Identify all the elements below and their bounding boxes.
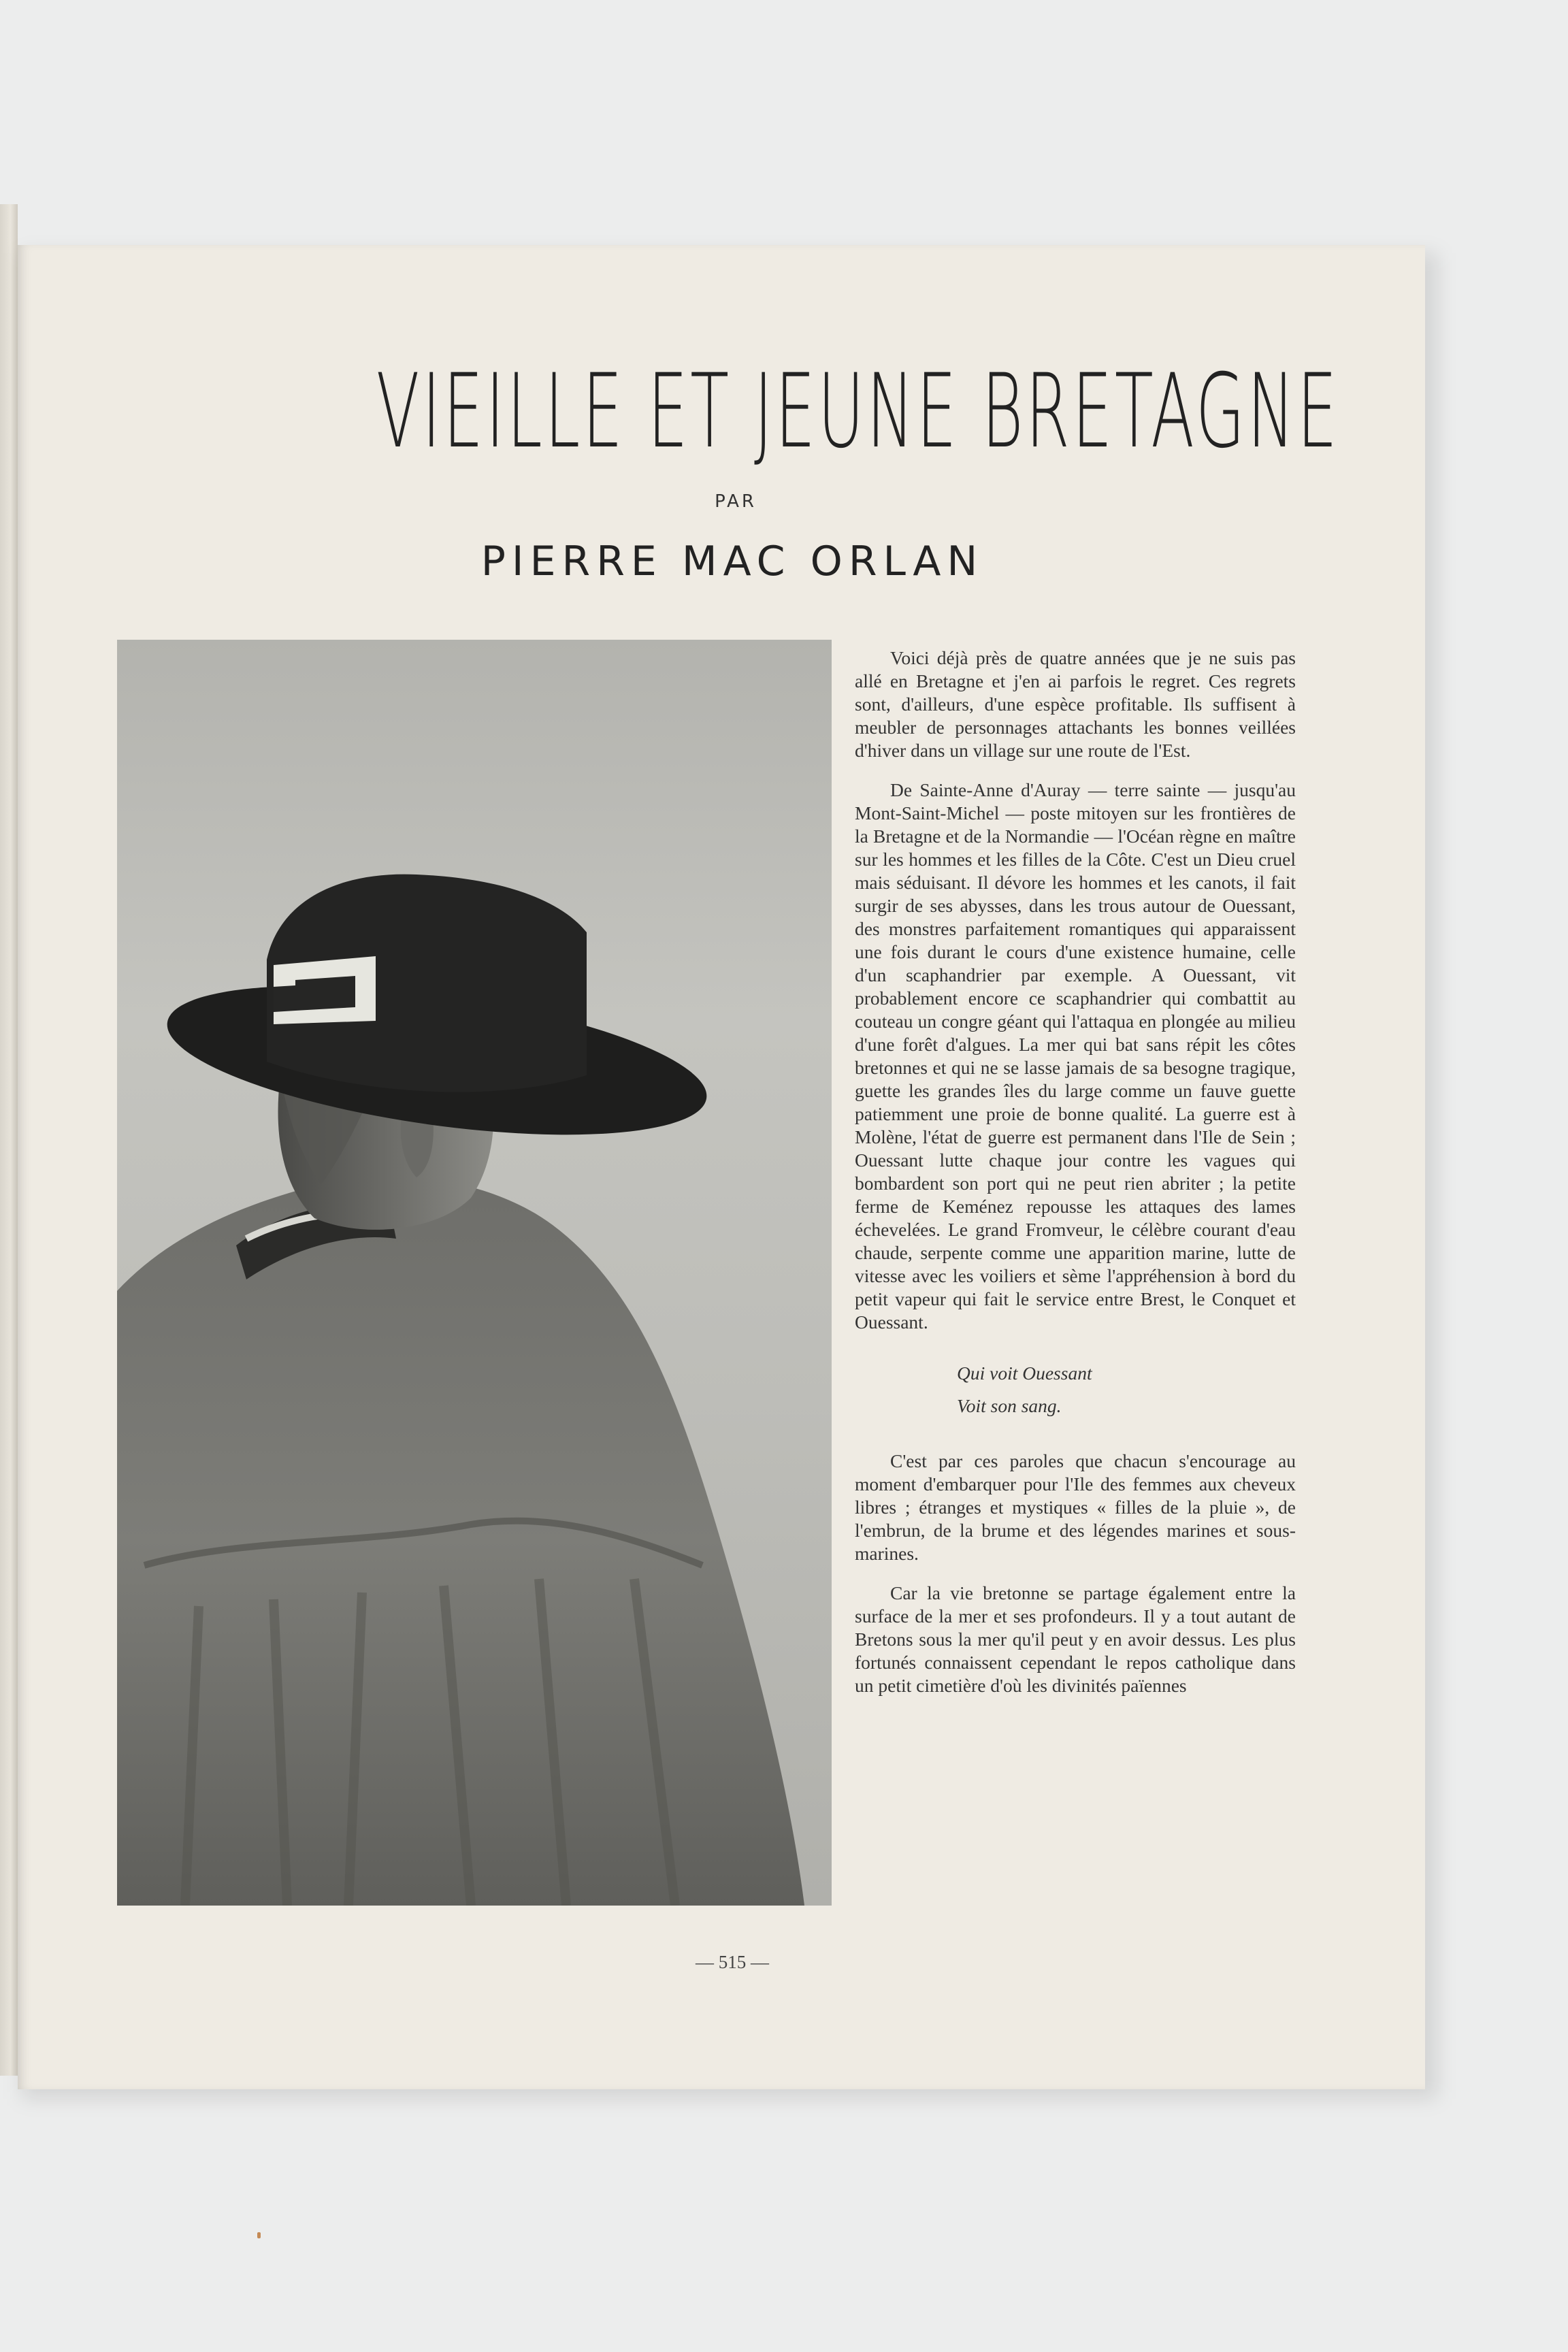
page-number: — 515 —	[696, 1952, 769, 1972]
paragraph: C'est par ces paroles que chacun s'encourage au moment d'embarquer pour l'Ile des femmes aux cheveux libres ; étranges et mystiques « filles de la pluie », de l'embrun, de la brume et des légendes marines et sous-marines.	[855, 1450, 1296, 1564]
byline-par: PAR	[715, 491, 757, 512]
paragraph: Car la vie bretonne se partage également entre la surface de la mer et ses profondeurs. Il y a tout autant de Bretons sous la mer qu'il peut y en avoir dessus. Les plus fortunés connaissent cependant le repos catholique dans un petit cimetière d'où les divinités païennes	[855, 1582, 1296, 1696]
verse-line: Voit son sang.	[957, 1395, 1062, 1416]
photo-man-in-breton-hat-icon	[117, 640, 832, 1906]
verse	[855, 1357, 1296, 1422]
author-name: PIERRE MAC ORLAN	[480, 538, 984, 585]
previous-page-edge	[0, 204, 18, 2076]
paragraph: Voici déjà près de quatre années que je ne suis pas allé en Bretagne et j'en ai parfois le regret. Ces regrets sont, d'ailleurs, d'une espèce profitable. Ils suffisent à meubler de personnages attachants les bonnes veillées d'hiver dans un village sur une route de l'Est.	[855, 647, 1296, 761]
article-title: VIEILLE ET JEUNE BRETAGNE	[376, 353, 1340, 471]
photo-man-in-breton-hat	[117, 640, 832, 1906]
paragraph: De Sainte-Anne d'Auray — terre sainte — jusqu'au Mont-Saint-Michel — poste mitoyen sur les frontières de la Bretagne et de la Normandie — l'Océan règne en maître sur les hommes et les filles de la Côte. C'est un Dieu cruel mais séduisant. Il dévore les hommes et les canots, il fait surgir de ses abysses, dans les trous autour de Ouessant, des monstres parfaitement romantiques qui apparaissent une fois durant le cours d'une existence humaine, celle d'un scaphandrier par exemple. A Ouessant, vit probablement encore ce scaphandrier qui combattit au couteau un congre géant qui l'attaqua en plongée au milieu d'une forêt d'algues. La mer qui bat sans répit les côtes bretonnes et qui ne se lasse jamais de sa besogne tragique, guette les grandes îles du large comme un fauve guette patiemment une proie de bonne qualité. La guerre est à Molène, l'état de guerre est permanent dans l'Ile de Sein ; Ouessant lutte chaque jour contre les vagues qui bombardent son port qui ne peut rien abriter ; la petite ferme de Keménez repousse les attaques des lames échevelées. Le grand Fromveur, le célèbre courant d'eau chaude, serpente comme une apparition marine, lutte de vitesse avec les voiliers et sème l'appréhension à bord du petit vapeur qui fait le service entre Brest, le Conquet et Ouessant.	[855, 779, 1296, 1333]
paper-speck	[257, 2232, 261, 2238]
verse-line: Qui voit Ouessant	[957, 1362, 1092, 1384]
magazine-page	[18, 245, 1425, 2089]
article-body-column	[855, 647, 1296, 1714]
